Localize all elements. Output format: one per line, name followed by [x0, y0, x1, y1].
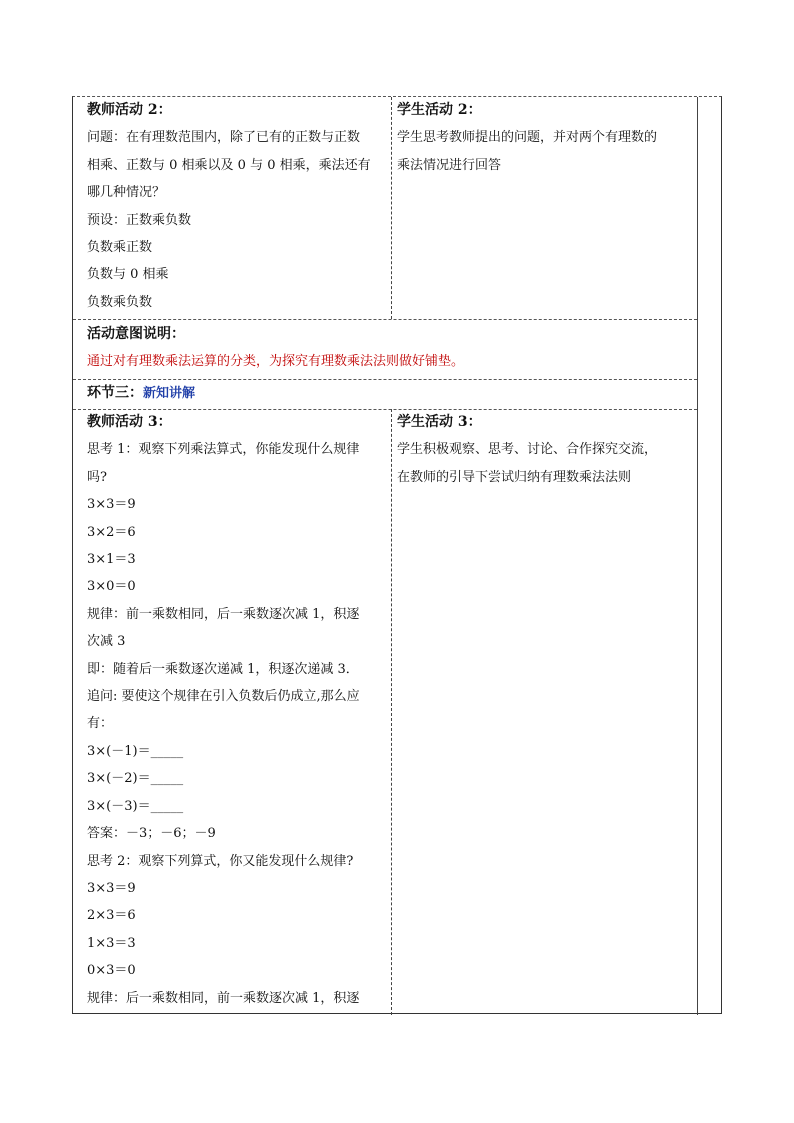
- text-line: 有：: [87, 716, 114, 732]
- lesson-table: [72, 96, 722, 1014]
- text-line: 乘法情况进行回答: [397, 157, 502, 173]
- text-line: 3×3＝9: [87, 497, 136, 513]
- student-activity-3-title: 学生活动 3：: [397, 414, 482, 430]
- text-line: 答案：－3；－6；－9: [87, 826, 216, 842]
- teacher-activity-2: [87, 97, 387, 316]
- teacher-activity-3-title: 教师活动 3：: [87, 414, 172, 430]
- teacher-activity-3: [87, 409, 387, 1012]
- text-line: 2×3＝6: [87, 908, 136, 924]
- text-line: 追问: 要使这个规律在引入负数后仍成立,那么应: [87, 689, 360, 705]
- text-line: 哪几种情况？: [87, 185, 166, 201]
- row-separator: [73, 319, 697, 320]
- text-line: 规律：前一乘数相同，后一乘数逐次减 1，积逐: [87, 606, 360, 622]
- text-line: 1×3＝3: [87, 935, 136, 951]
- text-line: 负数乘负数: [87, 294, 153, 310]
- section-3-name: 新知讲解: [143, 386, 196, 401]
- right-margin-line: [697, 97, 698, 1015]
- text-line: 在教师的引导下尝试归纳有理数乘法法则: [397, 469, 632, 485]
- text-line: 预设：正数乘负数: [87, 212, 192, 228]
- student-activity-3: [397, 409, 693, 491]
- text-line: 3×(－2)＝_____: [87, 771, 184, 787]
- activity-intent-text: 通过对有理数乘法运算的分类，为探究有理数乘法法则做好铺垫。: [87, 354, 465, 370]
- activity-intent-title: 活动意图说明：: [87, 326, 185, 342]
- text-line: 0×3＝0: [87, 963, 136, 979]
- text-line: 相乘、正数与 0 相乘以及 0 与 0 相乘，乘法还有: [87, 157, 371, 173]
- text-line: 负数乘正数: [87, 240, 153, 256]
- text-line: 学生思考教师提出的问题，并对两个有理数的: [397, 130, 658, 146]
- text-line: 次减 3: [87, 634, 126, 650]
- text-line: 即：随着后一乘数逐次递减 1，积逐次递减 3．: [87, 661, 359, 677]
- student-activity-2: [397, 97, 693, 179]
- text-line: 3×(－1)＝_____: [87, 743, 184, 759]
- text-line: 学生积极观察、思考、讨论、合作探究交流，: [397, 442, 658, 458]
- section-3-label: 环节三：: [87, 385, 143, 401]
- column-divider-bottom: [391, 409, 392, 1015]
- text-line: 负数与 0 相乘: [87, 267, 169, 283]
- text-line: 问题：在有理数范围内，除了已有的正数与正数: [87, 130, 361, 146]
- section-3-header: [87, 380, 687, 407]
- text-line: 3×1＝3: [87, 552, 136, 568]
- text-line: 思考 1：观察下列乘法算式，你能发现什么规律: [87, 442, 360, 458]
- text-line: 3×3＝9: [87, 880, 136, 896]
- text-line: 3×0＝0: [87, 579, 136, 595]
- column-divider-top: [391, 97, 392, 319]
- student-activity-2-title: 学生活动 2：: [397, 102, 482, 118]
- text-line: 规律：后一乘数相同，前一乘数逐次减 1，积逐: [87, 990, 360, 1006]
- activity-intent: [87, 321, 687, 376]
- text-line: 思考 2：观察下列算式，你又能发现什么规律?: [87, 853, 354, 869]
- text-line: 3×(－3)＝_____: [87, 798, 184, 814]
- text-line: 3×2＝6: [87, 524, 136, 540]
- text-line: 吗?: [87, 469, 107, 485]
- teacher-activity-2-title: 教师活动 2：: [87, 102, 172, 118]
